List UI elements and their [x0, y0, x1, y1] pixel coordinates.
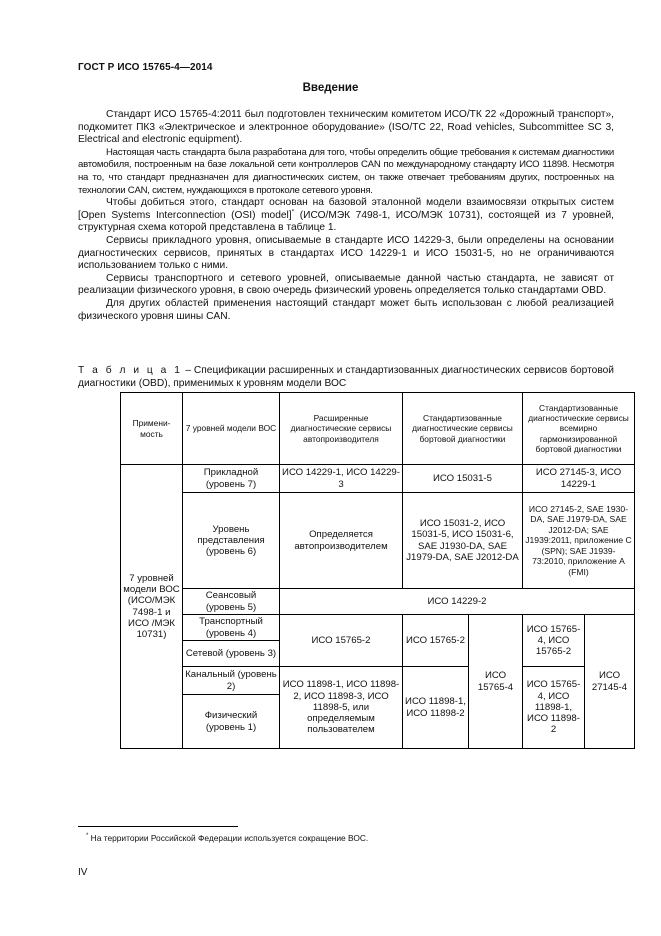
section-title: Введение	[302, 82, 359, 94]
layer-application: Прикладной (уровень 7)	[183, 465, 280, 493]
footnote	[86, 833, 368, 843]
transport-network-standardized-cell: ИСО 15765-2	[403, 615, 469, 667]
layer-presentation: Уровень представления (уровень 6)	[183, 493, 280, 589]
layer-network: Сетевой (уровень 3)	[183, 641, 280, 667]
paragraph-1: Стандарт ИСО 15765-4:2011 был подготовлен техническим комитетом ИСО/ТК 22 «Дорожный транспорт», подкомитет ПК3 «Электрическое и электронное оборудование» (ISO/TC 22, Road vehicles, Subcommittee SC 3, Electrical and electronic equipment).	[78, 109, 614, 146]
paragraph-3-text-a: Чтобы добиться этого, стандарт основан на базовой эталонной модели взаимосвязи открытых систем [Open Systems Interconnection (OSI) model]	[78, 197, 614, 221]
applicability-cell: 7 уровней модели ВОС (ИСО/МЭК 7498-1 и ИСО /МЭК 10731)	[121, 465, 183, 749]
transport-network-extended-cell: ИСО 15765-2	[280, 615, 403, 667]
table-row	[121, 615, 635, 641]
presentation-extended-cell: Определяется автопроизводителем	[280, 493, 403, 589]
osi-diagnostics-table	[120, 392, 635, 749]
table-caption-text: – Спецификации расширенных и стандартизованных диагностических сервисов бортовой диагностики (OBD), применимых к уровням модели ВОС	[78, 365, 614, 389]
paragraph-6: Для других областей применения настоящий стандарт может быть использован с любой реализацией физического уровня шины CAN.	[78, 297, 614, 322]
footnote-mark: *	[86, 833, 89, 840]
introduction-body	[78, 109, 614, 323]
footnote-text: На территории Российской Федерации используется сокращение ВОС.	[88, 833, 369, 843]
footnote-divider	[78, 826, 238, 827]
layer-physical: Физический (уровень 1)	[183, 695, 280, 749]
table-caption-lead: Т а б л и ц а 1	[78, 365, 183, 376]
presentation-standardized-cell: ИСО 15031-2, ИСО 15031-5, ИСО 15031-6, SAE J1930-DA, SAE J1979-DA, SAE J2012-DA	[403, 493, 523, 589]
standardized-lower-layers-cell: ИСО 15765-4	[469, 615, 523, 749]
header-applicability: Примени-мость	[121, 393, 183, 465]
datalink-physical-extended-cell: ИСО 11898-1, ИСО 11898-2, ИСО 11898-3, ИСО 11898-5, или определяемым пользователем	[280, 667, 403, 749]
datalink-physical-harmonized-cell: ИСО 15765-4, ИСО 11898-1, ИСО 11898-2	[523, 667, 585, 749]
document-id-header: ГОСТ Р ИСО 15765-4—2014	[78, 62, 213, 73]
layer-datalink: Канальный (уровень 2)	[183, 667, 280, 695]
datalink-physical-standardized-cell: ИСО 11898-1, ИСО 11898-2	[403, 667, 469, 749]
paragraph-4: Сервисы прикладного уровня, описываемые в стандарте ИСО 14229-3, были определены на основании диагностических сервисов, принятых в стандартах ИСО 14229-1 и ИСО 15031-5, но не ограничиваются использованием только с ними.	[78, 234, 614, 272]
transport-network-harmonized-cell: ИСО 15765-4, ИСО 15765-2	[523, 615, 585, 667]
header-extended-services: Расширенные диагностические сервисы автопроизводителя	[280, 393, 403, 465]
session-all-cell: ИСО 14229-2	[280, 589, 635, 615]
header-osi-layers: 7 уровней модели ВОС	[183, 393, 280, 465]
paragraph-3-text-b: (ИСО/МЭК 7498-1, ИСО/МЭК 10731), состоящей из 7 уровней, структурная схема которой представлена в таблице 1.	[78, 209, 614, 234]
application-extended-cell: ИСО 14229-1, ИСО 14229-3	[280, 465, 403, 493]
presentation-harmonized-cell: ИСО 27145-2, SAE 1930-DA, SAE J1979-DA, SAE J2012-DA; SAE J1939:2011, приложение С (SPN); SAE J1939-73:2010, приложение А (FMI)	[523, 493, 635, 589]
application-standardized-cell: ИСО 15031-5	[403, 465, 523, 493]
harmonized-lower-layers-cell: ИСО 27145-4	[585, 615, 635, 749]
table-row	[121, 589, 635, 615]
page-number: IV	[78, 867, 88, 878]
layer-transport: Транспортный (уровень 4)	[183, 615, 280, 641]
table-header-row	[121, 393, 635, 465]
table-row	[121, 465, 635, 493]
header-standardized-services: Стандартизованные диагностические сервисы бортовой диагностики	[403, 393, 523, 465]
header-harmonized-services: Стандартизованные диагностические сервисы всемирно гармонизированной бортовой диагностики	[523, 393, 635, 465]
layer-session: Сеансовый (уровень 5)	[183, 589, 280, 615]
paragraph-2: Настоящая часть стандарта была разработана для того, чтобы определить общие требования к системам диагностики автомобиля, построенным на базе локальной сети контроллеров CAN по международному стандарту ИСО 11898. Несмотря на то, что стандарт предназначен для диагностических систем, он также отвечает требованиям других, построенных на технологии CAN, систем, нуждающихся в протоколе сетевого уровня.	[78, 146, 614, 196]
paragraph-5: Сервисы транспортного и сетевого уровней, описываемые данной частью стандарта, не зависят от реализации физического уровня, в свою очередь физический уровень определяется только стандартами OBD.	[78, 272, 614, 297]
paragraph-3	[78, 197, 614, 235]
footnote-ref-mark: *	[291, 208, 295, 216]
table-row	[121, 667, 635, 695]
table-row	[121, 493, 635, 589]
application-harmonized-cell: ИСО 27145-3, ИСО 14229-1	[523, 465, 635, 493]
table-caption	[78, 365, 614, 390]
